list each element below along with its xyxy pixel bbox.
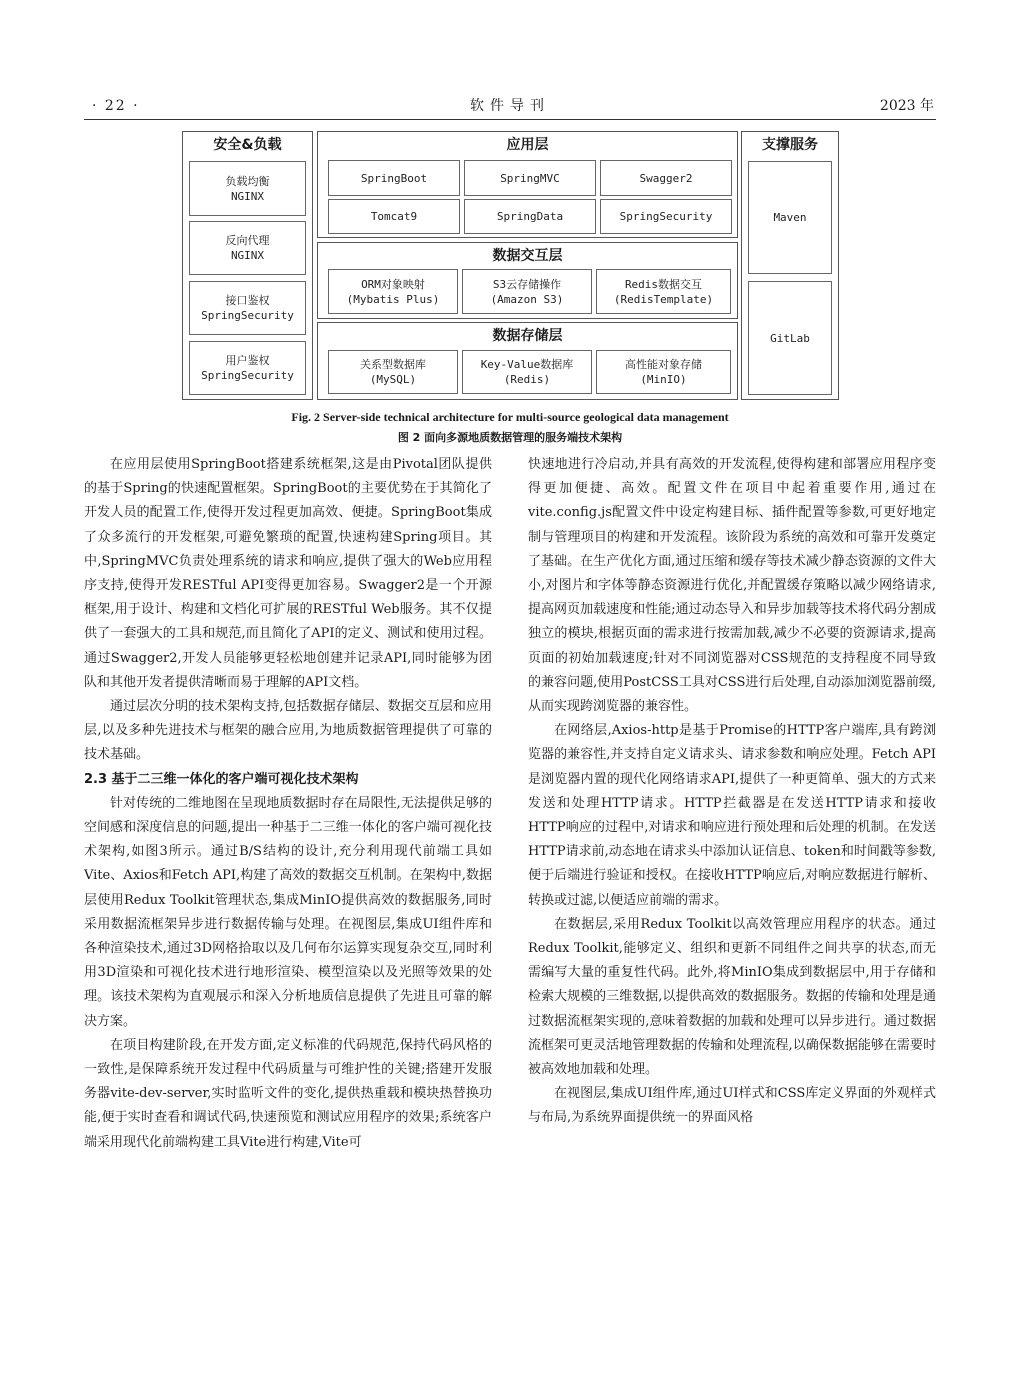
security-box-load-balancing — [189, 161, 306, 216]
storage-box-relational — [328, 350, 458, 394]
box-line: (Redis) — [503, 373, 551, 386]
app-box-springboot: SpringBoot — [328, 160, 460, 196]
security-box-reverse-proxy — [189, 221, 306, 275]
security-box-api-auth — [189, 281, 306, 335]
box-line: 用户鉴权 — [225, 354, 270, 367]
box-line: (Mybatis Plus) — [346, 292, 440, 306]
security-panel — [182, 131, 313, 400]
box-line: 负载均衡 — [225, 174, 270, 188]
paragraph: 在视图层,集成UI组件库,通过UI样式和CSS库定义界面的外观样式与布局,为系统界面提供统一的界面风格 — [528, 1086, 936, 1126]
storage-panel-title: 数据存储层 — [492, 328, 563, 344]
paragraph: 在网络层,Axios-http是基于Promise的HTTP客户端库,具有跨浏览器的兼容性,并支持自定义请求头、请求参数和响应处理。Fetch API是浏览器内置的现代化网络请求API,提供了一种更简单、强大的方式来发送和处理HTTP请求。HTTP拦截器是在发送HTTP请求和接收HTTP响应的过程中,对请求和响应进行预处理和后处理的机制。在发送HTTP请求前,动态地在请求头中添加认证信息、token和时间戳等参数,便于后端进行验证和授权。在接收HTTP响应后,对响应数据进行解析、转换或过滤,以便适应前端的需求。 — [528, 723, 936, 908]
journal-name: 软件导刊 — [470, 98, 550, 114]
left-column — [84, 453, 492, 1155]
app-box-springsecurity: SpringSecurity — [600, 199, 732, 234]
security-panel-title: 安全&负载 — [213, 137, 282, 153]
box-line: 关系型数据库 — [360, 358, 426, 371]
support-box-maven: Maven — [748, 161, 832, 274]
interaction-box-orm — [328, 269, 458, 314]
section-heading: 2.3 基于二三维一体化的客户端可视化技术架构 — [84, 771, 359, 787]
box-line: Key-Value数据库 — [480, 358, 574, 371]
box-line: 接口鉴权 — [225, 294, 270, 307]
app-box-tomcat9: Tomcat9 — [328, 199, 460, 234]
paragraph: 针对传统的二维地图在呈现地质数据时存在局限性,无法提供足够的空间感和深度信息的问题,提出一种基于二三维一体化的客户端可视化技术架构,如图3所示。通过B/S结构的设计,充分利用现代前端工具如Vite、Axios和Fetch API,构建了高效的数据交互机制。在架构中,数据层使用Redux Toolkit管理状态,集成MinIO提供高效的数据服务,同时采用数据流框架异步进行数据传输与处理。在视图层,集成UI组件库和各种渲染技术,通过3D网格拾取以及几何布尔运算实现复杂交互,同时利用3D渲染和可视化技术进行地形渲染、模型渲染以及光照等效果的处理。该技术架构为直观展示和深入分析地质信息提供了先进且可靠的解决方案。 — [84, 795, 492, 1029]
box-line: ORM对象映射 — [361, 277, 425, 291]
security-box-user-auth — [189, 341, 306, 395]
support-panel — [741, 131, 839, 400]
interaction-box-s3 — [462, 269, 592, 314]
paragraph: 在应用层使用SpringBoot搭建系统框架,这是由Pivotal团队提供的基于Spring的快速配置框架。SpringBoot的主要优势在于其简化了开发人员的配置工作,使得开发过程更加高效、便捷。SpringBoot集成了众多流行的开发框架,可避免繁琐的配置,快速构建Spring项目。其中,SpringMVC负责处理系统的请求和响应,提供了强大的Web应用程序支持,使得开发RESTful API变得更加容易。Swagger2是一个开源框架,用于设计、构建和文档化可扩展的RESTful Web服务。其不仅提供了一套强大的工具和规范,而且简化了API的定义、测试和使用过程。通过Swagger2,开发人员能够更轻松地创建并记录API,同时能够为团队和其他开发者提供清晰而易于理解的API文档。 — [84, 457, 492, 690]
box-line: S3云存储操作 — [492, 277, 562, 291]
application-panel — [317, 131, 738, 238]
header-rule — [84, 119, 936, 120]
interaction-box-redis — [596, 269, 731, 314]
paragraph: 通过层次分明的技术架构支持,包括数据存储层、数据交互层和应用层,以及多种先进技术与框架的融合应用,为地质数据管理提供了可靠的技术基础。 — [84, 699, 492, 763]
right-column — [528, 453, 936, 1131]
box-line: 高性能对象存储 — [625, 358, 702, 371]
support-box-gitlab: GitLab — [748, 281, 832, 395]
figure-caption-en: Fig. 2 Server-side technical architecture for multi-source geological data management — [291, 410, 729, 424]
box-line: SpringSecurity — [201, 309, 294, 322]
storage-box-object — [596, 350, 731, 394]
app-box-swagger2: Swagger2 — [600, 160, 732, 196]
page-number: · 22 · — [92, 98, 140, 114]
box-line: NGINX — [230, 189, 265, 203]
box-line: (MinIO) — [640, 373, 687, 386]
architecture-figure — [182, 131, 839, 400]
application-panel-title: 应用层 — [506, 137, 549, 153]
interaction-panel-title: 数据交互层 — [492, 248, 563, 264]
support-panel-title: 支撑服务 — [762, 137, 818, 153]
paragraph: 快速地进行冷启动,并具有高效的开发流程,使得构建和部署应用程序变得更加便捷、高效。配置文件在项目中起着重要作用,通过在vite.config.js配置文件中设定构建目标、插件配置等参数,可更好地定制与管理项目的构建和开发流程。该阶段为系统的高效和可靠开发奠定了基础。在生产优化方面,通过压缩和缓存等技术减少静态资源的文件大小,对图片和字体等静态资源进行优化,并配置缓存策略以减少网络请求,提高网页加载速度和性能;通过动态导入和异步加载等技术将代码分割成独立的模块,根据页面的需求进行按需加载,减少不必要的资源请求,提高页面的初始加载速度;针对不同浏览器对CSS规范的支持程度不同导致的兼容问题,使用PostCSS工具对CSS进行后处理,自动添加浏览器前缀,从而实现跨浏览器的兼容性。 — [528, 457, 936, 715]
paragraph: 在数据层,采用Redux Toolkit以高效管理应用程序的状态。通过Redux Toolkit,能够定义、组织和更新不同组件之间共享的状态,而无需编写大量的重复性代码。此外,将MinIO集成到数据层中,用于存储和检索大规模的三维数据,以提供高效的数据服务。数据的传输和处理是通过数据流框架实现的,意味着数据的加载和处理可以异步进行。通过数据流框架可更灵活地管理数据的传输和处理流程,以确保数据能够在需要时被高效地加载和处理。 — [528, 916, 936, 1078]
figure-caption-zh: 图 2 面向多源地质数据管理的服务端技术架构 — [397, 431, 623, 444]
app-box-springdata: SpringData — [464, 199, 596, 234]
app-box-springmvc: SpringMVC — [464, 160, 596, 196]
box-line: (MySQL) — [369, 373, 417, 386]
box-line: SpringSecurity — [201, 369, 294, 382]
box-line: Redis数据交互 — [624, 277, 703, 291]
publication-year: 2023 年 — [879, 98, 934, 114]
box-line: (RedisTemplate) — [613, 292, 714, 306]
storage-box-keyvalue — [462, 350, 592, 394]
box-line: 反向代理 — [225, 234, 270, 247]
box-line: NGINX — [230, 249, 265, 262]
paragraph: 在项目构建阶段,在开发方面,定义标准的代码规范,保持代码风格的一致性,是保障系统开发过程中代码质量与可维护性的关键;搭建开发服务器vite-dev-server,实时监听文件的变化,提供热重载和模块热替换功能,便于实时查看和调试代码,快速预览和测试应用程序的效果;系统客户端采用现代化前端构建工具Vite进行构建,Vite可 — [84, 1037, 492, 1150]
storage-panel — [317, 322, 738, 400]
interaction-panel — [317, 242, 738, 319]
box-line: (Amazon S3) — [490, 292, 564, 306]
